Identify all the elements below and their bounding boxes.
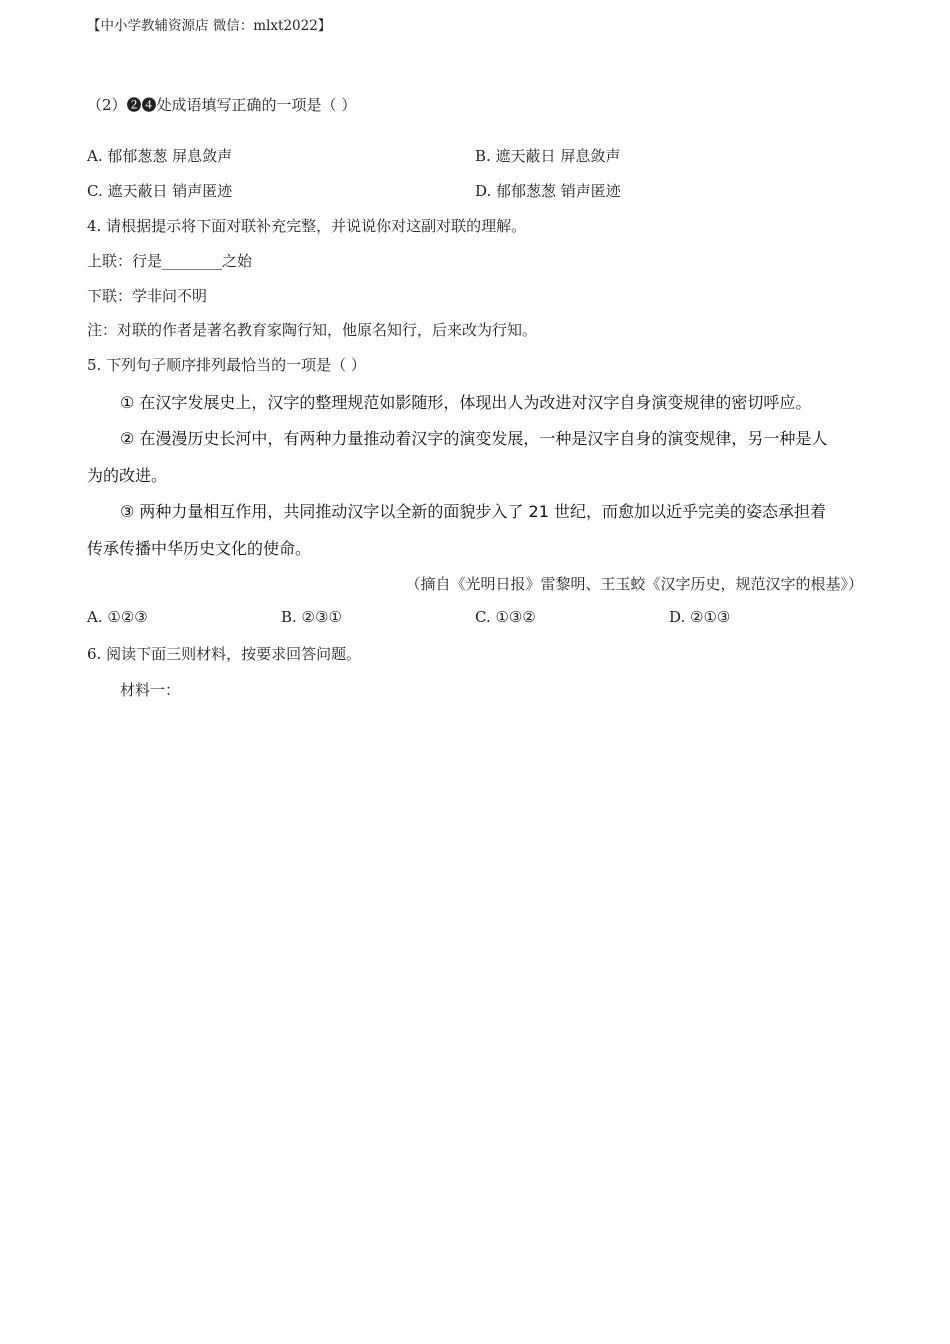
question-3-2-stem: （2）❷❹处成语填写正确的一项是（ ） (87, 96, 357, 114)
question-4-stem: 4. 请根据提示将下面对联补充完整，并说说你对这副对联的理解。 (87, 217, 527, 235)
question-5-stem: 5. 下列句子顺序排列最恰当的一项是（ ） (87, 356, 366, 374)
sentence-2-line-1: ② 在漫漫历史长河中，有两种力量推动着汉字的演变发展，一种是汉字自身的演变规律，另一种是人 (120, 429, 828, 448)
option-d: D. 郁郁葱葱 销声匿迹 (475, 182, 621, 200)
material-1-label: 材料一： (120, 681, 181, 699)
option-b: B. 遮天蔽日 屏息敛声 (475, 147, 621, 165)
option-b: B. ②③① (281, 608, 342, 626)
option-c: C. ①③② (475, 608, 536, 626)
option-d: D. ②①③ (669, 608, 731, 626)
sentence-3-line-2: 传承传播中华历史文化的使命。 (87, 539, 312, 558)
page-header: 【中小学教辅资源店 微信：mlxt2022】 (87, 18, 332, 34)
sentence-3-line-1: ③ 两种力量相互作用，共同推动汉字以全新的面貌步入了 21 世纪，而愈加以近乎完美的姿态承担着 (120, 502, 826, 521)
option-a: A. ①②③ (87, 608, 148, 626)
sentence-2-line-2: 为的改进。 (87, 466, 168, 485)
source-citation: （摘自《光明日报》雷黎明、王玉蛟《汉字历史，规范汉字的根基》） (405, 575, 863, 593)
couplet-note: 注：对联的作者是著名教育家陶行知，他原名知行，后来改为行知。 (87, 321, 538, 339)
option-a: A. 郁郁葱葱 屏息敛声 (87, 147, 233, 165)
couplet-lower: 下联：学非问不明 (87, 287, 208, 305)
couplet-upper: 上联：行是________之始 (87, 252, 253, 270)
question-6-stem: 6. 阅读下面三则材料，按要求回答问题。 (87, 645, 362, 663)
option-c: C. 遮天蔽日 销声匿迹 (87, 182, 233, 200)
sentence-1: ① 在汉字发展史上，汉字的整理规范如影随形，体现出人为改进对汉字自身演变规律的密切呼应。 (120, 393, 812, 412)
